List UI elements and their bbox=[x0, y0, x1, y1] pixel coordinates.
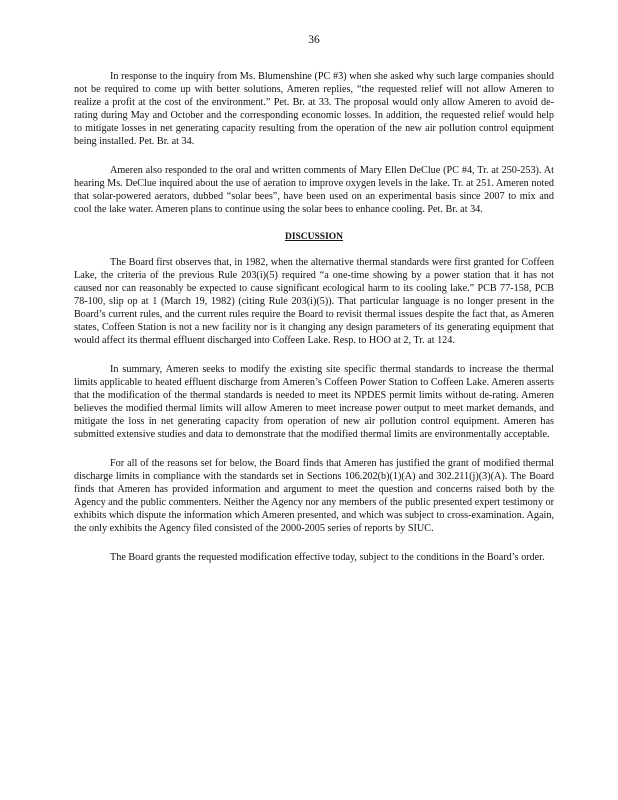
section-heading-text: DISCUSSION bbox=[284, 232, 344, 242]
paragraph-board-observes: The Board first observes that, in 1982, when the alternative thermal standards were first granted for Coffeen Lake, the criteria of the previous Rule 203(i)(5) required “a one-time showing by a power station that it has not caused nor can reasonably be expected to cause significant ecological harm to its cooling lake.” PCB 77-158, PCB 78-100, slip op at 1 (March 19, 1982) (citing Rule 203(i)(5)). That particular language is no longer present in the Board’s current rules, and the current rules require the Board to revisit thermal issues despite the fact that, as Ameren states, Coffeen Station is not a new facility nor is it changing any design parameters of its generating equipment that would affect its thermal effluent discharged into Coffeen Lake. Resp. to HOO at 2, Tr. at 124. bbox=[74, 257, 554, 346]
paragraph-findings: For all of the reasons set for below, the Board finds that Ameren has justified the grant of modified thermal discharge limits in compliance with the standards set in Sections 106.202(b)(1)(A) and 302.211(j)(3)(A). The Board finds that Ameren has provided information and argument to meet the question and concerns raised both by the Agency and the public commenters. Neither the Agency nor any members of the public presented expert testimony or exhibits which dispute the information which Ameren presented, and which was subject to cross-examination. Again, the only exhibits the Agency filed consisted of the 2000-2005 series of reports by SIUC. bbox=[74, 458, 554, 534]
paragraph-grant: The Board grants the requested modification effective today, subject to the conditions in the Board’s order. bbox=[110, 552, 545, 563]
paragraph-summary: In summary, Ameren seeks to modify the existing site specific thermal standards to increase the thermal limits applicable to heated effluent discharge from Ameren’s Coffeen Power Station to Coffeen Lake. Ameren asserts that the modification of the thermal standards is needed to meet its NPDES permit limits without de-rating. Ameren believes the modified thermal limits will allow Ameren to meet increase power output to meet market demands, and mitigate the loss in net generating capacity from operation of new air pollution control equipment. Ameren has submitted extensive studies and data to demonstrate that the modified thermal limits are environmentally acceptable. bbox=[74, 364, 554, 440]
section-heading bbox=[74, 232, 554, 242]
paragraph-blumenshine-response: In response to the inquiry from Ms. Blumenshine (PC #3) when she asked why such large companies should not be required to come up with better solutions, Ameren replies, “the requested relief will not allow Ameren to realize a profit at the cost of the environment.” Pet. Br. at 33. The proposal would only allow Ameren to avoid de-rating during May and October and the corresponding economic losses. In addition, the requested relief would help to mitigate losses in net generating capacity resulting from the operation of the new air pollution control equipment being installed. Pet. Br. at 34. bbox=[74, 71, 554, 147]
paragraph-declue-response: Ameren also responded to the oral and written comments of Mary Ellen DeClue (PC #4, Tr. at 250-253). At hearing Ms. DeClue inquired about the use of aeration to improve oxygen levels in the lake. Tr. at 251. Ameren noted that solar-powered aerators, dubbed “solar bees”, have been used on an experimental basis since 2007 to mix and cool the lake water. Ameren plans to continue using the solar bees to enhance cooling. Pet. Br. at 34. bbox=[74, 165, 554, 215]
page-number: 36 bbox=[308, 34, 320, 46]
